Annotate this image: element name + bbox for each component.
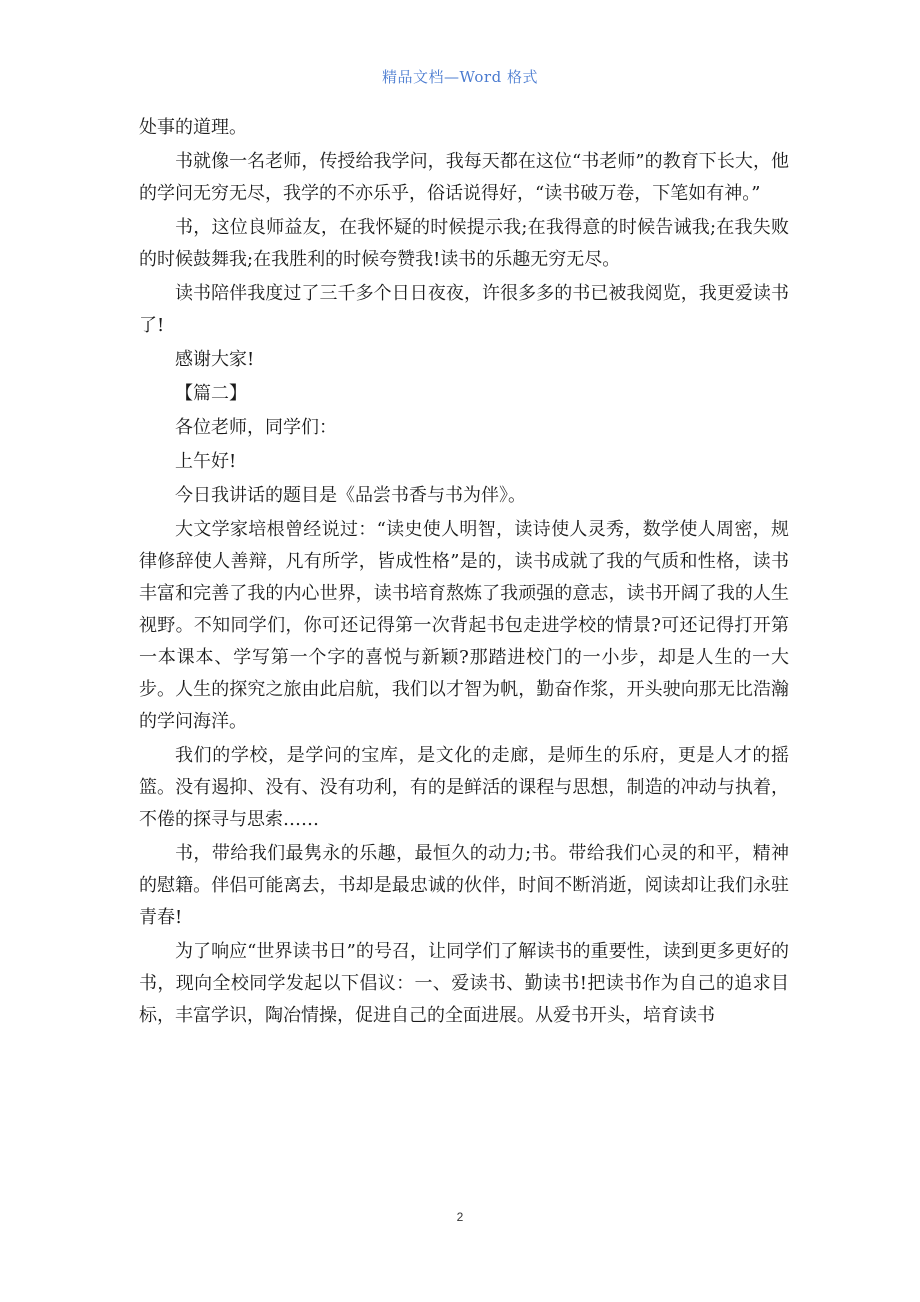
section-heading: 【篇二】 xyxy=(175,383,247,404)
paragraph: 今日我讲话的题目是《品尝书香与书为伴》。 xyxy=(175,485,526,506)
paragraph: 感谢大家! xyxy=(175,349,255,370)
paragraph: 读书陪伴我度过了三千多个日日夜夜，许很多多的书已被我阅览，我更爱读书了! xyxy=(139,283,789,336)
document-body xyxy=(139,112,789,1034)
page-number: 2 xyxy=(456,1210,464,1224)
paragraph: 我们的学校，是学问的宝库，是文化的走廊，是师生的乐府，更是人才的摇篮。没有遏抑、没有、没有功利，有的是鲜活的课程与思想，制造的冲动与执着，不倦的探寻与思索…… xyxy=(139,745,789,830)
paragraph: 上午好! xyxy=(175,451,237,472)
paragraph: 书，这位良师益友，在我怀疑的时候提示我;在我得意的时候告诫我;在我失败的时候鼓舞我;在我胜利的时候夸赞我!读书的乐趣无穷无尽。 xyxy=(139,217,789,270)
paragraph: 大文学家培根曾经说过：“读史使人明智，读诗使人灵秀，数学使人周密，规律修辞使人善辩，凡有所学，皆成性格”是的，读书成就了我的气质和性格，读书丰富和完善了我的内心世界，读书培育熬炼了我顽强的意志，读书开阔了我的人生视野。不知同学们，你可还记得第一次背起书包走进学校的情景?可还记得打开第一本课本、学写第一个字的喜悦与新颖?那踏进校门的一小步，却是人生的一大步。人生的探究之旅由此启航，我们以才智为帆，勤奋作浆，开头驶向那无比浩瀚的学问海洋。 xyxy=(139,519,789,732)
paragraph: 各位老师，同学们： xyxy=(175,417,337,438)
document-header: 精品文档—Word 格式 xyxy=(382,68,538,86)
paragraph: 为了响应“世界读书日”的号召，让同学们了解读书的重要性，读到更多更好的书，现向全校同学发起以下倡议：一、爱读书、勤读书!把读书作为自己的追求目标，丰富学识，陶冶情操，促进自己的全面进展。从爱书开头，培育读书 xyxy=(139,941,789,1026)
paragraph: 处事的道理。 xyxy=(139,117,247,138)
paragraph: 书就像一名老师，传授给我学问，我每天都在这位“书老师”的教育下长大，他的学问无穷无尽，我学的不亦乐乎，俗话说得好，“读书破万卷，下笔如有神。” xyxy=(139,151,789,204)
paragraph: 书，带给我们最隽永的乐趣，最恒久的动力;书。带给我们心灵的和平，精神的慰籍。伴侣可能离去，书却是最忠诚的伙伴，时间不断消逝，阅读却让我们永驻青春! xyxy=(139,843,789,928)
